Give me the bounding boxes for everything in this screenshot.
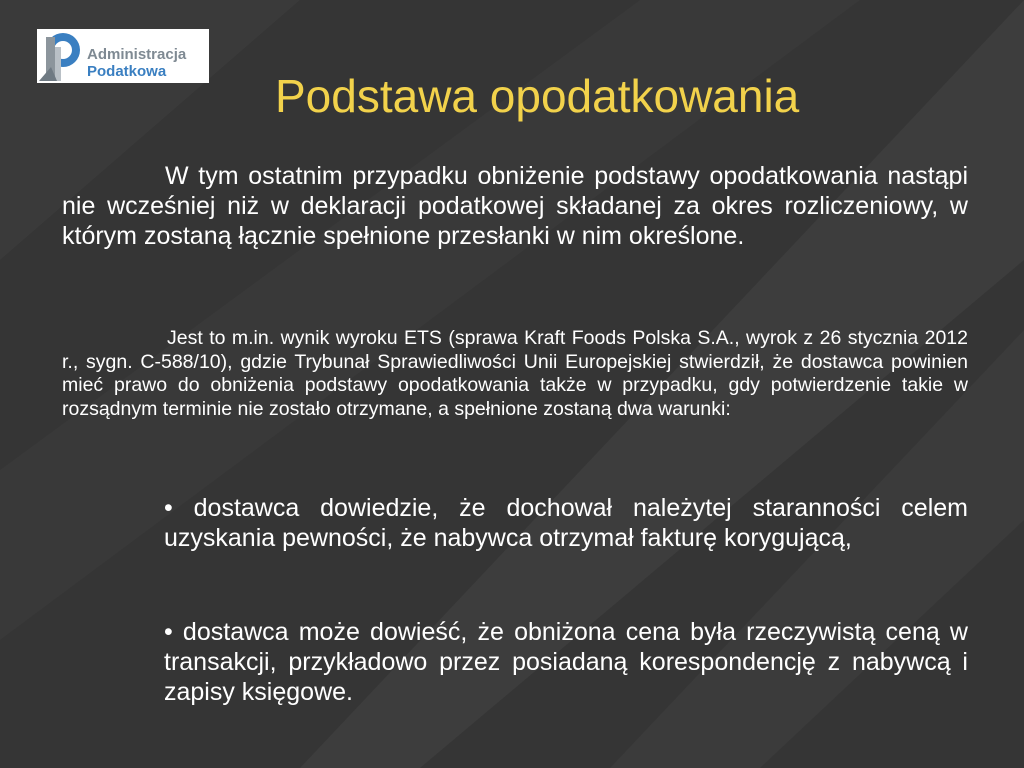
slide-title: Podstawa opodatkowania — [275, 70, 800, 122]
administracja-podatkowa-logo-icon — [37, 29, 87, 83]
logo — [37, 29, 209, 83]
paragraph-2: Jest to m.in. wynik wyroku ETS (sprawa Kraft Foods Polska S.A., wyrok z 26 stycznia 2012 r., sygn. C-588/10), gdzie Trybunał Sprawiedliwości Unii Europejskiej stwierdził, że dostawca powinien mieć prawo do obniżenia podstawy opodatkowania także w przypadku, gdy potwierdzenie takie w rozsądnym terminie nie zostało otrzymane, a spełnione zostaną dwa warunki: — [62, 327, 968, 420]
bullet-item-1: • dostawca dowiedzie, że dochował należytej staranności celem uzyskania pewności, że nabywca otrzymał fakturę korygującą, — [164, 494, 968, 552]
logo-text-line2: Podatkowa — [87, 63, 167, 80]
paragraph-1: W tym ostatnim przypadku obniżenie podstawy opodatkowania nastąpi nie wcześniej niż w deklaracji podatkowej składanej za okres rozliczeniowy, w którym zostaną łącznie spełnione przesłanki w nim określone. — [62, 162, 968, 250]
logo-text-line1: Administracja — [87, 46, 187, 63]
bullet-item-2: • dostawca może dowieść, że obniżona cena była rzeczywistą ceną w transakcji, przykładowo przez posiadaną korespondencję z nabywcą i zapisy księgowe. — [164, 618, 968, 706]
